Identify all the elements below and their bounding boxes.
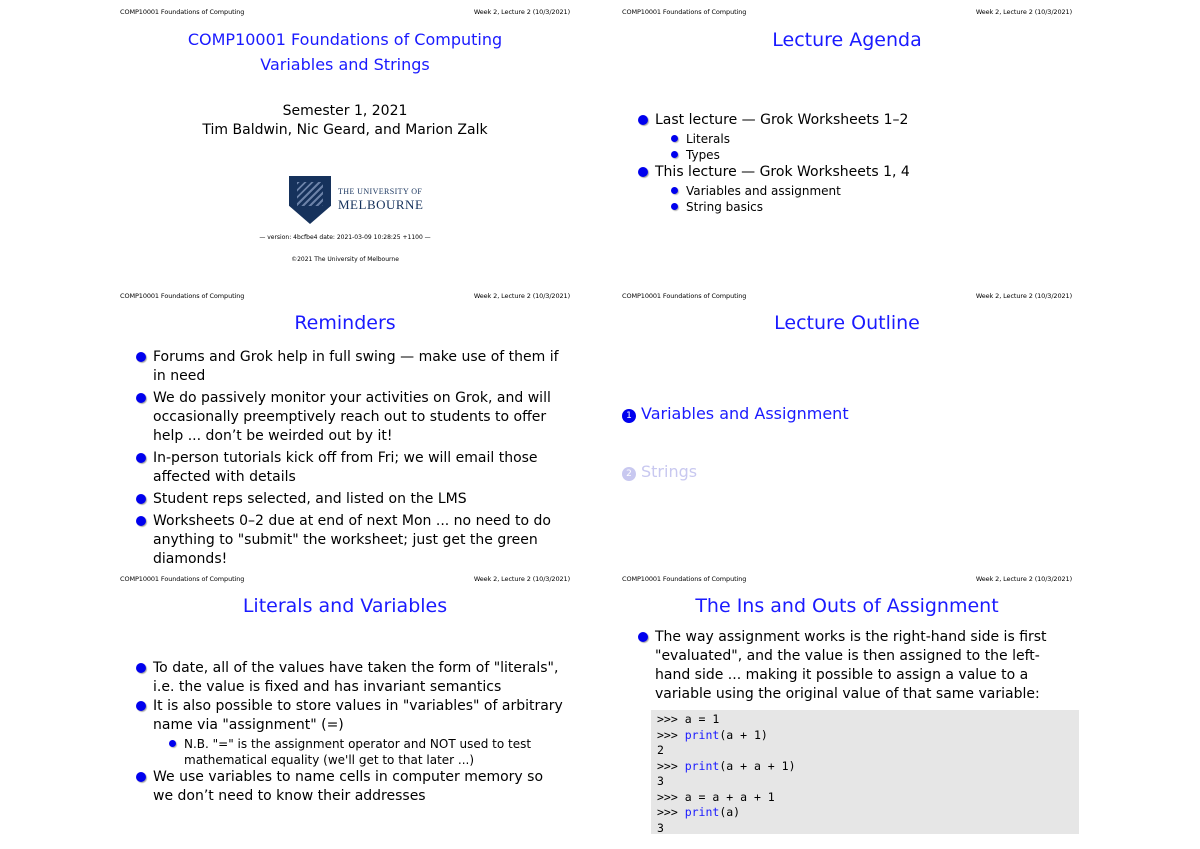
slide-header <box>622 567 1072 585</box>
logo-line2: MELBOURNE <box>338 197 424 212</box>
agenda-subitem: Literals <box>655 131 1067 147</box>
slide-outline <box>622 284 1072 554</box>
code-line: 2 <box>657 743 664 757</box>
header-course: COMP10001 Foundations of Computing <box>622 575 747 583</box>
reminder-item: We do passively monitor your activities on Grok, and will occasionally preemptively reach out to students to offer help ... don’t be weirded out by it! <box>135 389 565 446</box>
reminder-list <box>135 348 565 569</box>
reminder-item: Forums and Grok help in full swing — make use of them if in need <box>135 348 565 386</box>
literals-item: We use variables to name cells in computer memory so we don’t need to know their addresses <box>135 768 565 806</box>
header-week: Week 2, Lecture 2 (10/3/2021) <box>975 292 1072 300</box>
code-line: >>> a = a + a + 1 <box>657 789 775 804</box>
version-line: — version: 4bcfbe4 date: 2021-03-09 10:28:25 +1100 — <box>259 234 431 241</box>
slide-header <box>120 284 570 302</box>
slide-literals-variables <box>120 567 570 837</box>
copyright: ©2021 The University of Melbourne <box>291 256 399 263</box>
slide-title-text: Lecture Outline <box>774 312 920 334</box>
slide-title-text: The Ins and Outs of Assignment <box>695 595 999 617</box>
header-week: Week 2, Lecture 2 (10/3/2021) <box>473 292 570 300</box>
header-course: COMP10001 Foundations of Computing <box>622 292 747 300</box>
header-week: Week 2, Lecture 2 (10/3/2021) <box>473 575 570 583</box>
agenda-subitem: Variables and assignment <box>655 183 1067 199</box>
header-course: COMP10001 Foundations of Computing <box>120 575 245 583</box>
code-line: >>> print(a + a + 1) <box>657 758 796 773</box>
slide-header <box>120 0 570 18</box>
title-info <box>120 102 570 140</box>
slide-header <box>622 284 1072 302</box>
course-title-line1: COMP10001 Foundations of Computing <box>187 30 503 49</box>
agenda-item: This lecture — Grok Worksheets 1, 4 Variables and assignment String basics <box>637 163 1067 215</box>
assignment-list <box>637 628 1069 704</box>
header-week: Week 2, Lecture 2 (10/3/2021) <box>975 575 1072 583</box>
literals-item: It is also possible to store values in "variables" of arbitrary name via "assignment" (=) N.B. "=" is the assignment operator and NOT used to test mathematical equality (we'll get to that later ...) <box>135 697 565 768</box>
slide-title <box>120 0 570 270</box>
agenda-subitem: Types <box>655 147 1067 163</box>
code-block <box>651 710 1079 834</box>
slide-agenda <box>622 0 1072 270</box>
literals-list <box>135 659 565 806</box>
slide-title-text: Lecture Agenda <box>772 29 922 51</box>
header-week: Week 2, Lecture 2 (10/3/2021) <box>473 8 570 16</box>
agenda-subitem: String basics <box>655 199 1067 215</box>
header-course: COMP10001 Foundations of Computing <box>120 8 245 16</box>
slide-header <box>622 0 1072 18</box>
semester: Semester 1, 2021 <box>282 103 408 119</box>
course-title-line2: Variables and Strings <box>260 55 430 74</box>
reminder-item: Student reps selected, and listed on the LMS <box>135 490 565 509</box>
authors: Tim Baldwin, Nic Geard, and Marion Zalk <box>202 122 488 138</box>
number-2-icon: 2 <box>622 467 636 481</box>
reminder-item: Worksheets 0–2 due at end of next Mon ... no need to do anything to "submit" the worksheet; just get the green diamonds! <box>135 512 565 569</box>
header-course: COMP10001 Foundations of Computing <box>120 292 245 300</box>
reminder-item: In-person tutorials kick off from Fri; we will email those affected with details <box>135 449 565 487</box>
literals-subitem: N.B. "=" is the assignment operator and NOT used to test mathematical equality (we'll get to that later ...) <box>153 736 565 768</box>
literals-item: To date, all of the values have taken the form of "literals", i.e. the value is fixed and has invariant semantics <box>135 659 565 697</box>
slide-title-text: Reminders <box>294 312 396 334</box>
code-line: >>> a = 1 <box>657 712 720 726</box>
header-week: Week 2, Lecture 2 (10/3/2021) <box>975 8 1072 16</box>
outline-item-1[interactable]: 1 Variables and Assignment <box>622 404 849 423</box>
agenda-list <box>637 111 1067 215</box>
university-logo <box>338 187 423 213</box>
outline-item-2[interactable]: 2 Strings <box>622 462 697 481</box>
agenda-item: Last lecture — Grok Worksheets 1–2 Literals Types <box>637 111 1067 163</box>
number-1-icon: 1 <box>622 409 636 423</box>
header-course: COMP10001 Foundations of Computing <box>622 8 747 16</box>
code-line: >>> print(a + 1) <box>657 727 768 742</box>
logo-line1: THE UNIVERSITY OF <box>338 187 423 196</box>
slide-header <box>120 567 570 585</box>
assignment-item: The way assignment works is the right-hand side is first "evaluated", and the value is then assigned to the left-hand side ... making it possible to assign a value to a variable using the original value of that same variable: <box>637 628 1069 704</box>
slide-assignment <box>622 567 1072 837</box>
slide-title-text: Literals and Variables <box>242 595 448 617</box>
slide-reminders <box>120 284 570 567</box>
code-line: >>> print(a) <box>657 805 741 819</box>
code-line: 3 <box>657 774 664 788</box>
course-title <box>120 27 570 77</box>
code-line: 3 <box>657 820 664 835</box>
